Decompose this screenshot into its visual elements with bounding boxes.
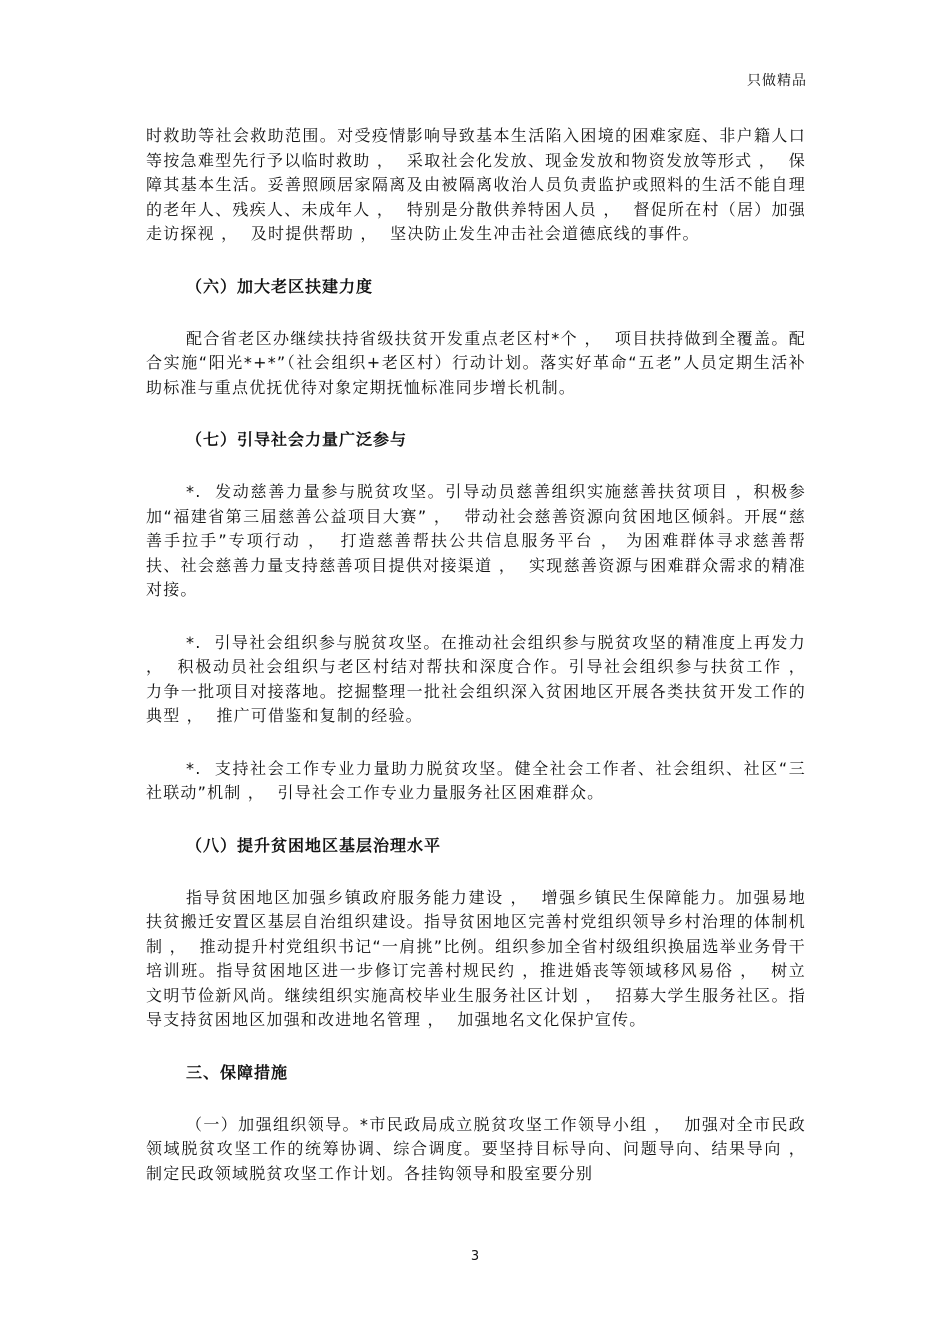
- section-heading: 三、保障措施: [186, 1062, 289, 1082]
- section-heading: （七）引导社会力量广泛参与: [186, 430, 408, 449]
- page-number: 3: [470, 1249, 480, 1264]
- paragraph: *. 发动慈善力量参与脱贫攻坚。引导动员慈善组织实施慈善扶贫项目 ，积极参加“福建省第三届慈善公益项目大赛” ， 带动社会慈善资源向贫困地区倾斜。开展“慈善手拉手”专项行动 ， 打造慈善帮扶公共信息服务平台 ， 为困难群体寻求慈善帮扶、社会慈善力量支持慈善项目提供对接渠道 ， 实现慈善资源与困难群众需求的精准对接。: [146, 482, 806, 599]
- paragraph: 配合省老区办继续扶持省级扶贫开发重点老区村*个 ， 项目扶持做到全覆盖。配合实施“阳光*+*”（社会组织+老区村）行动计划。落实好革命“五老”人员定期生活补助标准与重点优抚优待对象定期抚恤标准同步增长机制。: [146, 328, 806, 397]
- paragraph: *. 支持社会工作专业力量助力脱贫攻坚。健全社会工作者、社会组织、社区“三社联动”机制 ， 引导社会工作专业力量服务社区困难群众。: [146, 758, 806, 802]
- section-heading: （六）加大老区扶建力度: [186, 276, 374, 296]
- paragraph: *. 引导社会组织参与脱贫攻坚。在推动社会组织参与脱贫攻坚的精准度上再发力 ， 积极动员社会组织与老区村结对帮扶和深度合作。引导社会组织参与扶贫工作 ， 力争一批项目对接落地。挖掘整理一批社会组织深入贫困地区开展各类扶贫开发工作的典型 ， 推广可借鉴和复制的经验。: [146, 632, 819, 725]
- paragraph: 指导贫困地区加强乡镇政府服务能力建设 ， 增强乡镇民生保障能力。加强易地扶贫搬迁安置区基层自治组织建设。指导贫困地区完善村党组织领导乡村治理的体制机制 ， 推动提升村党组织书记“一肩挑”比例。组织参加全省村级组织换届选举业务骨干培训班。指导贫困地区进一步修订完善村规民约 ，推进婚丧等领域移风易俗 ， 树立文明节俭新风尚。继续组织实施高校毕业生服务社区计划 ， 招募大学生服务社区。指导支持贫困地区加强和改进地名管理 ， 加强地名文化保护宣传。: [146, 887, 806, 1029]
- paragraph: 时救助等社会救助范围。对受疫情影响导致基本生活陷入困境的困难家庭、非户籍人口等按急难型先行予以临时救助 ， 采取社会化发放、现金发放和物资发放等形式 ， 保障其基本生活。妥善照顾居家隔离及由被隔离收治人员负责监护或照料的生活不能自理的老年人、残疾人、未成年人 ， 特别是分散供养特困人员 ， 督促所在村（居）加强走访探视 ， 及时提供帮助 ， 坚决防止发生冲击社会道德底线的事件。: [146, 126, 806, 243]
- document-body: [146, 124, 819, 1186]
- paragraph: （一）加强组织领导。*市民政局成立脱贫攻坚工作领导小组 ， 加强对全市民政领域脱贫攻坚工作的统筹协调、综合调度。要坚持目标导向、问题导向、结果导向 ， 制定民政领域脱贫攻坚工作计划。各挂钩领导和股室要分别: [146, 1114, 819, 1183]
- section-heading: （八）提升贫困地区基层治理水平: [186, 835, 442, 855]
- header-note: 只做精品: [747, 73, 807, 89]
